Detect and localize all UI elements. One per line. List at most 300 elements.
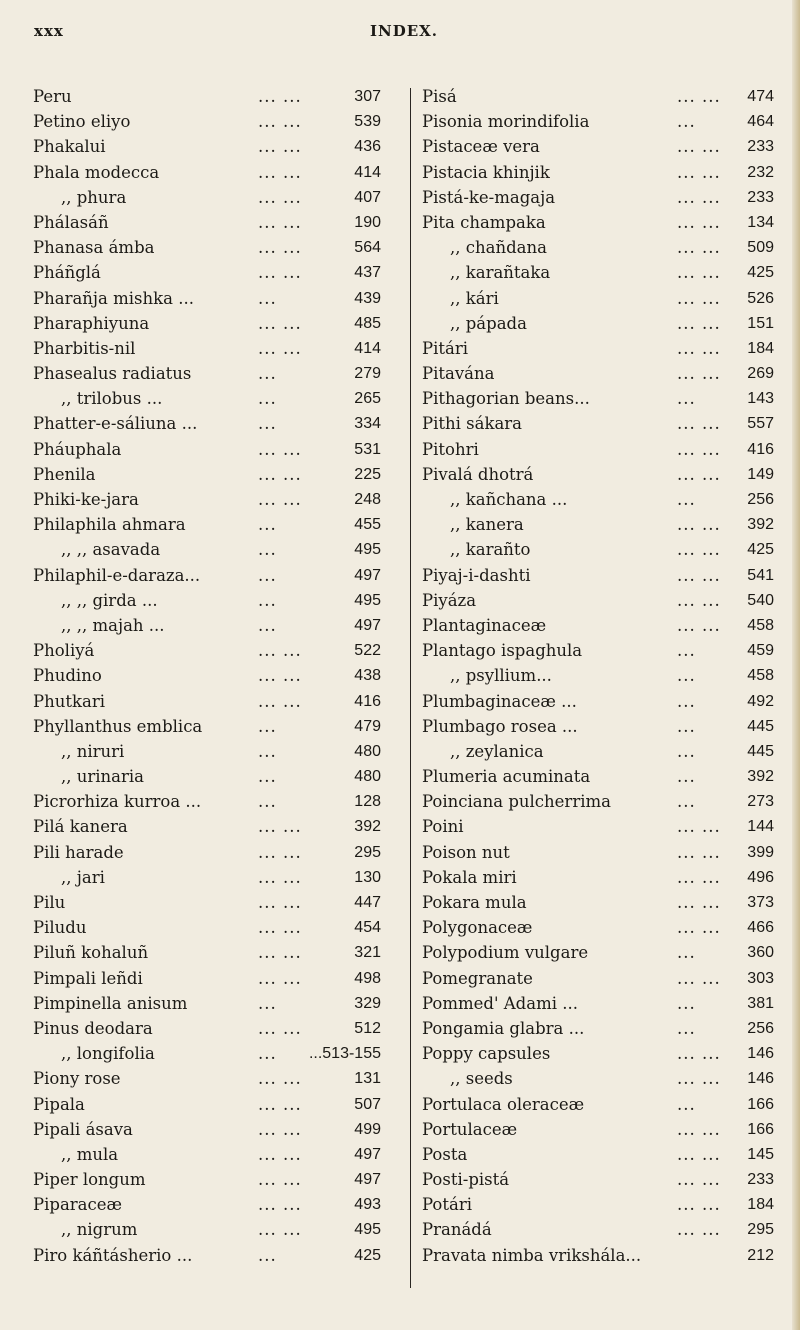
index-entry xyxy=(422,1041,774,1066)
page-reference: 233 xyxy=(747,188,774,206)
page-reference: 492 xyxy=(747,692,774,710)
page-reference: 512 xyxy=(354,1019,381,1037)
page-reference: 381 xyxy=(747,994,774,1012)
index-entry xyxy=(33,663,401,688)
leader-dots: ... xyxy=(258,414,277,434)
index-entry xyxy=(33,1243,401,1268)
index-term: Pita champaka xyxy=(422,212,546,232)
index-term: Pimpinella anisum xyxy=(33,993,188,1013)
page-reference: 334 xyxy=(354,415,381,433)
index-entry xyxy=(33,512,401,537)
leader-dots: ... ... xyxy=(677,464,721,484)
leader-dots: ... ... xyxy=(677,313,721,333)
leader-dots: ... xyxy=(258,993,277,1013)
leader-dots: ... ... xyxy=(677,1195,721,1215)
page-reference: 497 xyxy=(354,616,381,634)
index-entry xyxy=(33,588,401,613)
leader-dots: ... ... xyxy=(258,87,302,106)
index-entry xyxy=(33,487,401,512)
page-reference: 458 xyxy=(747,616,774,634)
page-reference: 130 xyxy=(354,868,381,886)
index-entry xyxy=(33,210,401,235)
leader-dots: ... ... xyxy=(677,1044,721,1064)
index-term: Pranádá xyxy=(422,1220,492,1240)
index-entry xyxy=(33,966,401,991)
index-term: Phenila xyxy=(33,464,96,484)
leader-dots: ... ... xyxy=(677,1220,721,1240)
page-reference: 279 xyxy=(354,365,381,383)
leader-dots: ... ... xyxy=(677,893,721,912)
index-term: ,, kári xyxy=(450,288,499,308)
leader-dots: ... xyxy=(258,615,277,635)
index-entry xyxy=(422,286,774,311)
page-reference: 232 xyxy=(747,163,774,181)
page-reference: 425 xyxy=(747,264,774,282)
index-term: Plumeria acuminata xyxy=(422,767,591,787)
page-reference: 407 xyxy=(354,188,381,206)
leader-dots: ... ... xyxy=(677,338,721,358)
page-reference: 131 xyxy=(354,1070,381,1088)
index-term: ,, seeds xyxy=(450,1069,513,1089)
leader-dots: ... ... xyxy=(258,238,302,258)
leader-dots: ... xyxy=(677,741,696,761)
page-reference: 455 xyxy=(354,516,381,534)
leader-dots: ... ... xyxy=(258,666,302,686)
page-reference: 445 xyxy=(747,742,774,760)
index-entry xyxy=(422,1016,774,1041)
index-entry xyxy=(33,361,401,386)
index-term: Piro káñtásherio ... xyxy=(33,1245,193,1265)
leader-dots: ... ... xyxy=(677,565,721,585)
index-term: Phiki-ke-jara xyxy=(33,490,139,509)
page-reference: 447 xyxy=(354,894,381,911)
index-entry xyxy=(422,437,774,462)
index-term: ,, trilobus ... xyxy=(61,389,163,409)
leader-dots: ... ... xyxy=(258,187,302,207)
page-reference: 321 xyxy=(354,944,381,962)
index-entry xyxy=(422,185,774,210)
index-entry xyxy=(422,210,774,235)
index-term: Plumbago rosea ... xyxy=(422,716,578,736)
page-reference: 539 xyxy=(354,113,381,131)
index-entry xyxy=(422,386,774,411)
index-term: ,, kañchana ... xyxy=(450,490,568,509)
index-term: Plumbaginaceæ ... xyxy=(422,691,577,711)
page-reference: 190 xyxy=(354,213,381,231)
page-reference: 303 xyxy=(747,969,774,987)
page-reference: 149 xyxy=(747,465,774,483)
leader-dots: ... xyxy=(677,943,696,963)
leader-dots: ... ... xyxy=(258,313,302,333)
page-reference: 509 xyxy=(747,239,774,257)
leader-dots: ... ... xyxy=(677,540,721,560)
page-reference: 507 xyxy=(354,1095,381,1113)
index-term: Phala modecca xyxy=(33,162,160,182)
leader-dots: ... xyxy=(258,1044,277,1064)
leader-dots: ... ... xyxy=(258,1195,302,1215)
index-entry xyxy=(422,1243,774,1268)
page-reference: 392 xyxy=(354,818,381,836)
index-term: Phatter-e-sáliuna ... xyxy=(33,414,198,434)
page-reference: 392 xyxy=(747,516,774,534)
index-entry xyxy=(33,437,401,462)
index-entry xyxy=(422,563,774,588)
index-term: ,, phura xyxy=(61,187,127,207)
index-entry xyxy=(33,865,401,890)
index-entry xyxy=(33,84,401,109)
index-entry xyxy=(33,1117,401,1142)
index-term: Plantaginaceæ xyxy=(422,615,547,635)
leader-dots: ... ... xyxy=(258,918,302,938)
page-reference: 480 xyxy=(354,768,381,786)
leader-dots: ... ... xyxy=(677,918,721,938)
page-reference: 464 xyxy=(747,113,774,131)
page-reference: 146 xyxy=(747,1070,774,1088)
page-reference: 360 xyxy=(747,944,774,962)
page-reference: 212 xyxy=(747,1246,774,1264)
index-entry xyxy=(33,714,401,739)
leader-dots: ... xyxy=(677,490,696,509)
index-entry xyxy=(33,1142,401,1167)
index-term: Pili harade xyxy=(33,842,124,862)
index-term: Peru xyxy=(33,87,72,106)
index-term: Poini xyxy=(422,817,464,837)
index-term: Pisá xyxy=(422,87,457,106)
index-entry xyxy=(422,235,774,260)
page-reference: 497 xyxy=(354,1171,381,1189)
index-term: Phyllanthus emblica xyxy=(33,716,203,736)
index-term: Pitavána xyxy=(422,364,495,384)
index-entry xyxy=(33,940,401,965)
page-reference: 145 xyxy=(747,1145,774,1163)
index-term: Piyaj-i-dashti xyxy=(422,565,531,585)
page-reference: 497 xyxy=(354,566,381,584)
index-term: ,, karañtaka xyxy=(450,263,551,283)
index-entry xyxy=(33,185,401,210)
index-term: Potári xyxy=(422,1195,472,1215)
page-reference: 166 xyxy=(747,1095,774,1113)
leader-dots: ... xyxy=(258,565,277,585)
column-divider xyxy=(410,88,411,1288)
index-term: Pivalá dhotrá xyxy=(422,464,534,484)
index-term: Portulaceæ xyxy=(422,1119,518,1139)
index-term: ,, mula xyxy=(61,1144,119,1164)
index-term: Posta xyxy=(422,1144,468,1164)
page-reference: 436 xyxy=(354,138,381,156)
page-reference: 496 xyxy=(747,868,774,886)
page-reference: 392 xyxy=(747,768,774,786)
leader-dots: ... ... xyxy=(258,263,302,283)
index-column-left xyxy=(33,84,401,1268)
page-reference: 485 xyxy=(354,314,381,332)
leader-dots: ... ... xyxy=(677,187,721,207)
index-term: Pistá-ke-magaja xyxy=(422,187,556,207)
leader-dots: ... ... xyxy=(677,137,721,157)
index-entry xyxy=(422,588,774,613)
page-reference: 437 xyxy=(354,264,381,282)
leader-dots: ... ... xyxy=(258,1144,302,1164)
leader-dots: ... ... xyxy=(677,1119,721,1139)
index-entry xyxy=(33,462,401,487)
leader-dots: ... ... xyxy=(258,691,302,711)
index-entry xyxy=(422,109,774,134)
index-entry xyxy=(33,890,401,915)
page-reference: 399 xyxy=(747,843,774,861)
leader-dots: ... xyxy=(677,767,696,787)
leader-dots: ... xyxy=(677,389,696,409)
leader-dots: ... ... xyxy=(258,137,302,157)
index-term: Phutkari xyxy=(33,691,105,711)
page-reference: 265 xyxy=(354,390,381,408)
index-entry xyxy=(422,487,774,512)
index-term: ,, kanera xyxy=(450,515,524,535)
leader-dots: ... ... xyxy=(677,590,721,610)
leader-dots: ... xyxy=(677,716,696,736)
index-term: ,, chañdana xyxy=(450,238,547,258)
page-reference: 499 xyxy=(354,1120,381,1138)
page-reference: 522 xyxy=(354,642,381,660)
index-term: Philaphil-e-daraza... xyxy=(33,565,201,585)
index-term: Pháñglá xyxy=(33,263,101,283)
leader-dots: ... ... xyxy=(258,490,302,509)
index-entry xyxy=(33,411,401,436)
index-entry xyxy=(33,840,401,865)
index-term: ,, longifolia xyxy=(61,1044,155,1064)
page-reference: 540 xyxy=(747,591,774,609)
index-entry xyxy=(33,764,401,789)
leader-dots: ... xyxy=(677,691,696,711)
leader-dots: ... xyxy=(258,590,277,610)
index-entry xyxy=(422,260,774,285)
index-entry xyxy=(422,361,774,386)
page-reference: 256 xyxy=(747,1019,774,1037)
index-term: Pholiyá xyxy=(33,641,95,661)
index-term: Pharbitis-nil xyxy=(33,338,136,358)
index-entry xyxy=(422,1092,774,1117)
page-reference: ...513-155 xyxy=(308,1045,381,1063)
index-term: Polygonaceæ xyxy=(422,918,533,938)
index-term: Pilu xyxy=(33,893,66,912)
index-term: Picrorhiza kurroa ... xyxy=(33,792,202,812)
leader-dots: ... xyxy=(677,641,696,661)
index-entry xyxy=(33,613,401,638)
leader-dots: ... ... xyxy=(677,87,721,106)
page-reference: 458 xyxy=(747,667,774,685)
page-reference: 454 xyxy=(354,919,381,937)
index-term: Pomegranate xyxy=(422,968,533,988)
leader-dots: ... ... xyxy=(258,112,302,132)
page-reference: 466 xyxy=(747,919,774,937)
leader-dots: ... xyxy=(258,389,277,409)
leader-dots: ... ... xyxy=(258,1069,302,1089)
index-term: Phasealus radiatus xyxy=(33,364,192,384)
page-reference: 495 xyxy=(354,591,381,609)
page-reference: 184 xyxy=(747,339,774,357)
index-entry xyxy=(422,890,774,915)
index-term: ,, karañto xyxy=(450,540,531,560)
index-entry xyxy=(422,739,774,764)
leader-dots: ... ... xyxy=(677,867,721,887)
leader-dots: ... xyxy=(258,364,277,384)
index-term: ,, zeylanica xyxy=(450,741,544,761)
page-reference: 414 xyxy=(354,339,381,357)
index-entry xyxy=(422,689,774,714)
index-term: ,, ,, girda ... xyxy=(61,590,158,610)
index-term: Portulaca oleraceæ xyxy=(422,1094,585,1114)
index-entry xyxy=(33,1016,401,1041)
index-entry xyxy=(422,638,774,663)
index-entry xyxy=(422,814,774,839)
index-term: ,, ,, asavada xyxy=(61,540,161,560)
index-term: Pokala miri xyxy=(422,867,517,887)
index-term: Philaphila ahmara xyxy=(33,515,186,535)
page-reference: 143 xyxy=(747,390,774,408)
page-reference: 495 xyxy=(354,1221,381,1239)
index-term: Pongamia glabra ... xyxy=(422,1018,585,1038)
index-entry xyxy=(33,134,401,159)
index-entry xyxy=(33,1066,401,1091)
page-header xyxy=(0,22,800,52)
index-entry xyxy=(33,235,401,260)
index-entry xyxy=(422,160,774,185)
page-reference: 184 xyxy=(747,1196,774,1214)
leader-dots: ... ... xyxy=(677,162,721,182)
page-reference: 497 xyxy=(354,1145,381,1163)
index-entry xyxy=(33,286,401,311)
index-entry xyxy=(422,1192,774,1217)
index-entry xyxy=(422,840,774,865)
index-term: Pistacia khinjik xyxy=(422,162,550,182)
index-term: Pipali ásava xyxy=(33,1119,133,1139)
index-term: Petino eliyo xyxy=(33,112,131,132)
index-term: Poinciana pulcherrima xyxy=(422,792,611,812)
index-entry xyxy=(33,537,401,562)
index-entry xyxy=(422,1117,774,1142)
index-entry xyxy=(422,764,774,789)
index-entry xyxy=(33,638,401,663)
leader-dots: ... xyxy=(258,515,277,535)
page-reference: 248 xyxy=(354,491,381,508)
leader-dots: ... ... xyxy=(258,464,302,484)
leader-dots: ... xyxy=(677,792,696,812)
page-reference: 144 xyxy=(747,818,774,836)
index-entry xyxy=(33,1192,401,1217)
leader-dots: ... ... xyxy=(258,817,302,837)
page-reference: 373 xyxy=(747,894,774,911)
index-term: Pithagorian beans... xyxy=(422,389,590,409)
page-reference: 459 xyxy=(747,642,774,660)
page-reference: 425 xyxy=(747,541,774,559)
index-entry xyxy=(33,386,401,411)
leader-dots: ... ... xyxy=(677,1069,721,1089)
page-reference: 474 xyxy=(747,88,774,105)
page-reference: 564 xyxy=(354,239,381,257)
running-head: INDEX. xyxy=(370,22,439,40)
page-reference: 531 xyxy=(354,440,381,458)
page-reference: 256 xyxy=(747,491,774,508)
leader-dots: ... ... xyxy=(258,641,302,661)
index-entry xyxy=(422,462,774,487)
leader-dots: ... ... xyxy=(677,364,721,384)
leader-dots: ... ... xyxy=(677,615,721,635)
index-term: Posti-pistá xyxy=(422,1170,510,1190)
leader-dots: ... xyxy=(677,1018,696,1038)
index-term: ,, niruri xyxy=(61,741,125,761)
leader-dots: ... ... xyxy=(258,212,302,232)
index-term: Piluñ kohaluñ xyxy=(33,943,149,963)
index-entry xyxy=(33,260,401,285)
leader-dots: ... ... xyxy=(258,1018,302,1038)
index-term: Pitári xyxy=(422,338,469,358)
index-term: Piparaceæ xyxy=(33,1195,123,1215)
page-reference: 495 xyxy=(354,541,381,559)
page-reference: 479 xyxy=(354,717,381,735)
index-term: Pithi sákara xyxy=(422,414,523,434)
index-term: Pommed' Adami ... xyxy=(422,993,578,1013)
leader-dots: ... xyxy=(677,1094,696,1114)
index-entry xyxy=(422,537,774,562)
index-entry xyxy=(422,336,774,361)
leader-dots: ... xyxy=(258,741,277,761)
leader-dots: ... ... xyxy=(677,1170,721,1190)
page-reference: 445 xyxy=(747,717,774,735)
index-term: Piludu xyxy=(33,918,87,938)
leader-dots: ... ... xyxy=(677,968,721,988)
index-entry xyxy=(33,109,401,134)
page-number: xxx xyxy=(34,22,64,40)
index-entry xyxy=(422,1142,774,1167)
index-entry xyxy=(422,1066,774,1091)
page-reference: 480 xyxy=(354,742,381,760)
index-term: ,, psyllium... xyxy=(450,666,552,686)
page-reference: 439 xyxy=(354,289,381,307)
index-term: Pháuphala xyxy=(33,439,122,459)
index-term: ,, ,, majah ... xyxy=(61,615,165,635)
leader-dots: ... ... xyxy=(258,1094,302,1114)
index-term: Pokara mula xyxy=(422,893,527,912)
page-reference: 233 xyxy=(747,138,774,156)
leader-dots: ... ... xyxy=(677,515,721,535)
leader-dots: ... ... xyxy=(677,1144,721,1164)
index-column-right xyxy=(422,84,774,1268)
index-entry xyxy=(422,991,774,1016)
leader-dots: ... ... xyxy=(258,867,302,887)
index-entry xyxy=(422,512,774,537)
leader-dots: ... ... xyxy=(677,212,721,232)
index-entry xyxy=(422,1217,774,1242)
leader-dots: ... ... xyxy=(258,338,302,358)
index-term: Pimpali leñdi xyxy=(33,968,143,988)
index-entry xyxy=(422,613,774,638)
index-term: Phudino xyxy=(33,666,102,686)
index-term: ,, jari xyxy=(61,867,105,887)
leader-dots: ... xyxy=(258,792,277,812)
page-reference: 329 xyxy=(354,994,381,1012)
index-term: Pharaphiyuna xyxy=(33,313,150,333)
index-entry xyxy=(422,663,774,688)
leader-dots: ... ... xyxy=(258,893,302,912)
leader-dots: ... ... xyxy=(258,842,302,862)
index-entry xyxy=(33,991,401,1016)
page-reference: 493 xyxy=(354,1196,381,1214)
index-entry xyxy=(422,966,774,991)
index-entry xyxy=(33,689,401,714)
index-term: Phanasa ámba xyxy=(33,238,155,258)
page-reference: 498 xyxy=(354,969,381,987)
leader-dots: ... xyxy=(677,666,696,686)
page-reference: 273 xyxy=(747,793,774,811)
index-term: Pitohri xyxy=(422,439,479,459)
